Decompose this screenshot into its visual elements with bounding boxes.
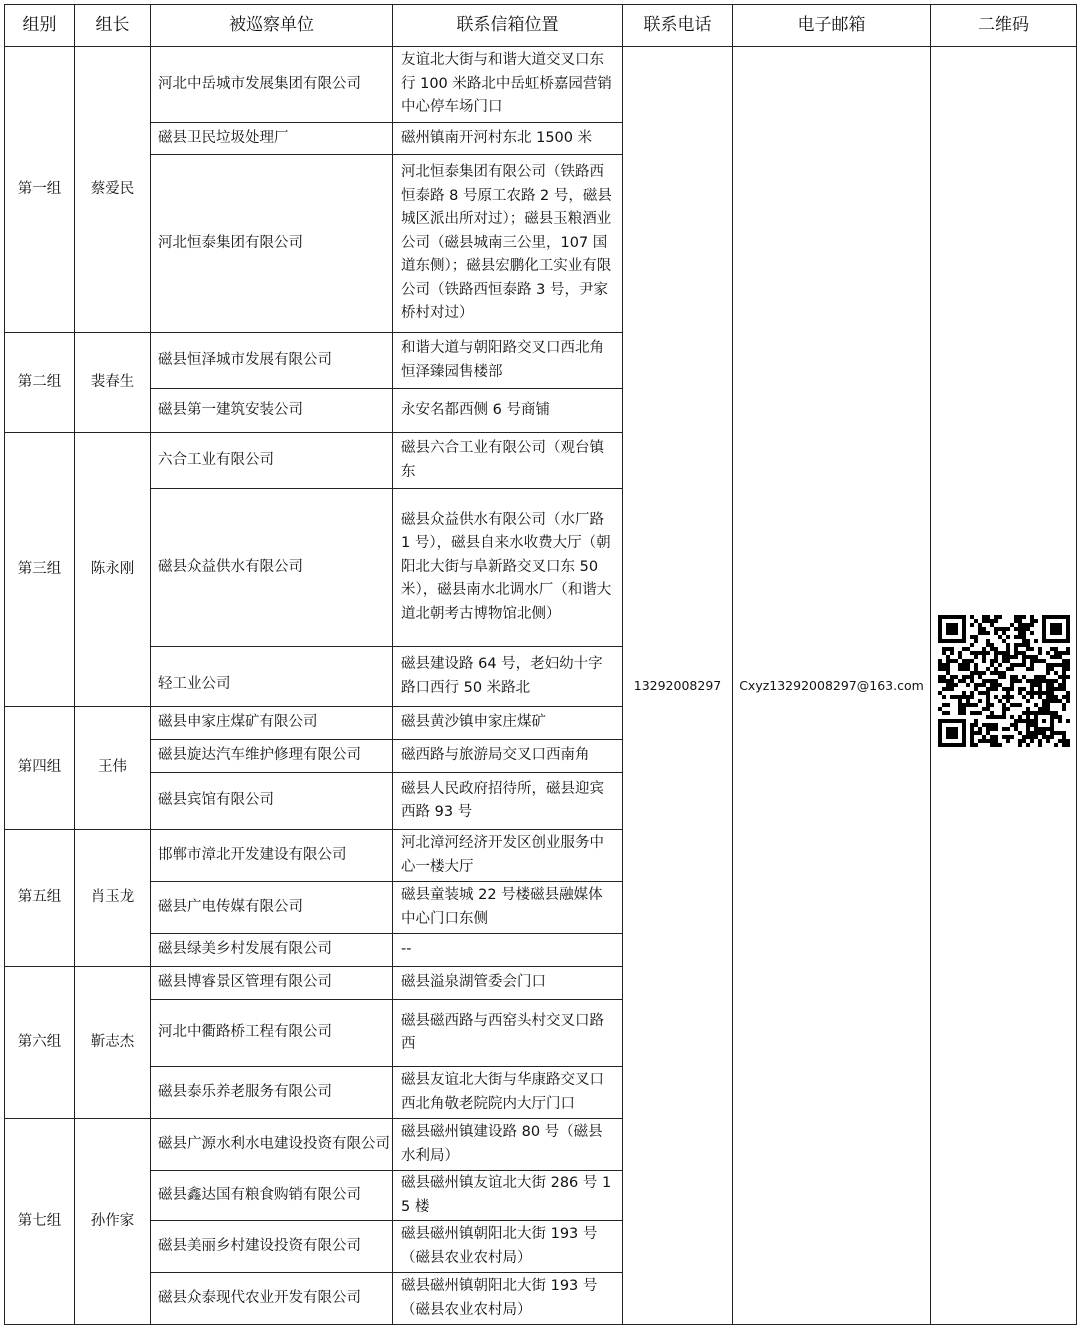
mailbox-location: 磁州镇南开河村东北 1500 米 [393,123,623,155]
group-leader: 裴春生 [75,333,151,433]
unit-name: 六合工业有限公司 [151,433,393,489]
mailbox-location: 磁县建设路 64 号，老妇幼十字路口西行 50 米路北 [393,647,623,707]
group-leader: 陈永刚 [75,433,151,707]
unit-name: 磁县鑫达国有粮食购销有限公司 [151,1171,393,1221]
unit-name: 磁县第一建筑安装公司 [151,389,393,433]
group-name: 第二组 [5,333,75,433]
mailbox-location: 友谊北大街与和谐大道交叉口东行 100 米路北中岳虹桥嘉园营销中心停车场门口 [393,47,623,123]
mailbox-location: 磁县磁西路与西窑头村交叉口路西 [393,1000,623,1067]
group-name: 第四组 [5,707,75,830]
unit-name: 轻工业公司 [151,647,393,707]
group-name: 第一组 [5,47,75,333]
mailbox-location: 磁县人民政府招待所，磁县迎宾西路 93 号 [393,773,623,830]
unit-name: 磁县卫民垃圾处理厂 [151,123,393,155]
table-row [5,47,1077,123]
mailbox-location: 磁县磁州镇朝阳北大街 193 号（磁县农业农村局） [393,1221,623,1273]
mailbox-location: 磁县六合工业有限公司（观台镇东 [393,433,623,489]
header-qrcode: 二维码 [931,5,1077,47]
group-leader: 王伟 [75,707,151,830]
group-leader: 肖玉龙 [75,830,151,967]
unit-name: 磁县众益供水有限公司 [151,489,393,647]
group-name: 第七组 [5,1119,75,1325]
unit-name: 磁县博睿景区管理有限公司 [151,967,393,1000]
unit-name: 磁县绿美乡村发展有限公司 [151,934,393,967]
group-name: 第六组 [5,967,75,1119]
group-name: 第三组 [5,433,75,707]
header-leader: 组长 [75,5,151,47]
header-phone: 联系电话 [623,5,733,47]
unit-name: 磁县广源水利水电建设投资有限公司 [151,1119,393,1171]
group-leader: 孙作家 [75,1119,151,1325]
mailbox-location: 磁县磁州镇建设路 80 号（磁县水利局） [393,1119,623,1171]
mailbox-location: 磁县众益供水有限公司（水厂路 1 号），磁县自来水收费大厅（朝阳北大街与阜新路交叉口东 50 米），磁县南水北调水厂（和谐大道北朝考古博物馆北侧） [393,489,623,647]
mailbox-location: 磁县友谊北大街与华康路交叉口西北角敬老院院内大厅门口 [393,1067,623,1119]
group-leader: 靳志杰 [75,967,151,1119]
unit-name: 河北中岳城市发展集团有限公司 [151,47,393,123]
unit-name: 邯郸市漳北开发建设有限公司 [151,830,393,882]
mailbox-location: 磁县黄沙镇申家庄煤矿 [393,707,623,740]
header-row [5,5,1077,47]
header-email: 电子邮箱 [733,5,931,47]
unit-name: 河北恒泰集团有限公司 [151,155,393,333]
unit-name: 磁县广电传媒有限公司 [151,882,393,934]
group-name: 第五组 [5,830,75,967]
inspection-table [4,4,1077,1325]
mailbox-location: 河北恒泰集团有限公司（铁路西恒泰路 8 号原工农路 2 号，磁县城区派出所对过）；磁县玉粮酒业公司（磁县城南三公里，107 国道东侧）；磁县宏鹏化工实业有限公司（铁路西恒泰路 3 号，尹家桥村对过） [393,155,623,333]
mailbox-location: 磁县童装城 22 号楼磁县融媒体中心门口东侧 [393,882,623,934]
unit-name: 磁县申家庄煤矿有限公司 [151,707,393,740]
mailbox-location: -- [393,934,623,967]
header-mailbox: 联系信箱位置 [393,5,623,47]
email-address: Cxyz13292008297@163.com [733,47,931,1325]
phone-number: 13292008297 [623,47,733,1325]
unit-name: 河北中衢路桥工程有限公司 [151,1000,393,1067]
header-group: 组别 [5,5,75,47]
qr-code [931,47,1077,1325]
mailbox-location: 磁西路与旅游局交叉口西南角 [393,740,623,773]
unit-name: 磁县众泰现代农业开发有限公司 [151,1273,393,1325]
unit-name: 磁县美丽乡村建设投资有限公司 [151,1221,393,1273]
qr-code-icon [938,615,1070,747]
mailbox-location: 磁县磁州镇友谊北大街 286 号 15 楼 [393,1171,623,1221]
unit-name: 磁县泰乐养老服务有限公司 [151,1067,393,1119]
mailbox-location: 河北漳河经济开发区创业服务中心一楼大厅 [393,830,623,882]
mailbox-location: 和谐大道与朝阳路交叉口西北角恒泽臻园售楼部 [393,333,623,389]
unit-name: 磁县宾馆有限公司 [151,773,393,830]
mailbox-location: 磁县磁州镇朝阳北大街 193 号（磁县农业农村局） [393,1273,623,1325]
mailbox-location: 永安名都西侧 6 号商铺 [393,389,623,433]
mailbox-location: 磁县溢泉湖管委会门口 [393,967,623,1000]
group-leader: 蔡爱民 [75,47,151,333]
header-unit: 被巡察单位 [151,5,393,47]
unit-name: 磁县旋达汽车维护修理有限公司 [151,740,393,773]
unit-name: 磁县恒泽城市发展有限公司 [151,333,393,389]
